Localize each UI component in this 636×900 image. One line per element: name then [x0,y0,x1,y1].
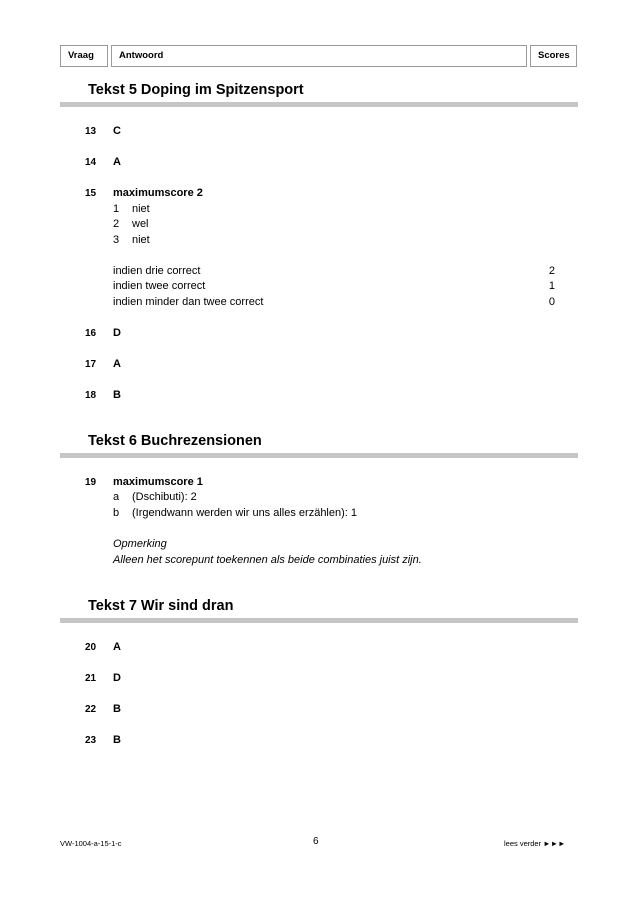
section-title-tekst-7: Tekst 7 Wir sind dran [88,598,234,614]
question-number-19: 19 [85,477,97,488]
question-number-21: 21 [85,673,97,684]
section-rule [60,618,578,623]
note-text: Alleen het scorepunt toekennen als beide combinaties juist zijn. [113,554,422,566]
question-number-15: 15 [85,188,97,199]
question-number-17: 17 [85,359,97,370]
answer-21: D [113,672,121,684]
question-number-16: 16 [85,328,97,339]
item-text: wel [132,218,149,230]
header-vraag: Vraag [60,45,108,67]
answer-14: A [113,156,121,168]
item-label: a [113,491,120,503]
section-title-tekst-5: Tekst 5 Doping im Spitzensport [88,82,304,98]
answer-20: A [113,641,121,653]
question-number-20: 20 [85,642,97,653]
answer-17: A [113,358,121,370]
header-scores: Scores [530,45,577,67]
continue-indicator: lees verder ►►► [504,839,566,848]
header-antwoord: Antwoord [111,45,527,67]
scoring-rule: indien minder dan twee correct [113,296,264,308]
answer-22: B [113,703,121,715]
item-text: (Irgendwann werden wir uns alles erzählen): 1 [132,507,358,519]
scoring-points: 0 [548,296,555,308]
item-label: b [113,507,120,519]
question-number-23: 23 [85,735,97,746]
maximumscore-15: maximumscore 2 [113,187,203,199]
scoring-rule: indien drie correct [113,265,201,277]
section-title-tekst-6: Tekst 6 Buchrezensionen [88,433,262,449]
answer-18: B [113,389,121,401]
answer-13: C [113,125,121,137]
document-code: VW-1004-a-15-1-c [60,839,122,848]
item-label: 3 [113,234,120,246]
question-number-14: 14 [85,157,97,168]
question-number-22: 22 [85,704,97,715]
scoring-rule: indien twee correct [113,280,206,292]
scoring-points: 2 [548,265,555,277]
question-number-18: 18 [85,390,97,401]
note-title: Opmerking [113,538,167,550]
answer-16: D [113,327,121,339]
section-rule [60,102,578,107]
page-number: 6 [313,836,319,847]
item-label: 1 [113,203,120,215]
maximumscore-19: maximumscore 1 [113,476,203,488]
question-number-13: 13 [85,126,97,137]
item-label: 2 [113,218,120,230]
section-rule [60,453,578,458]
item-text: (Dschibuti): 2 [132,491,197,503]
answer-23: B [113,734,121,746]
item-text: niet [132,234,150,246]
scoring-points: 1 [548,280,555,292]
item-text: niet [132,203,150,215]
